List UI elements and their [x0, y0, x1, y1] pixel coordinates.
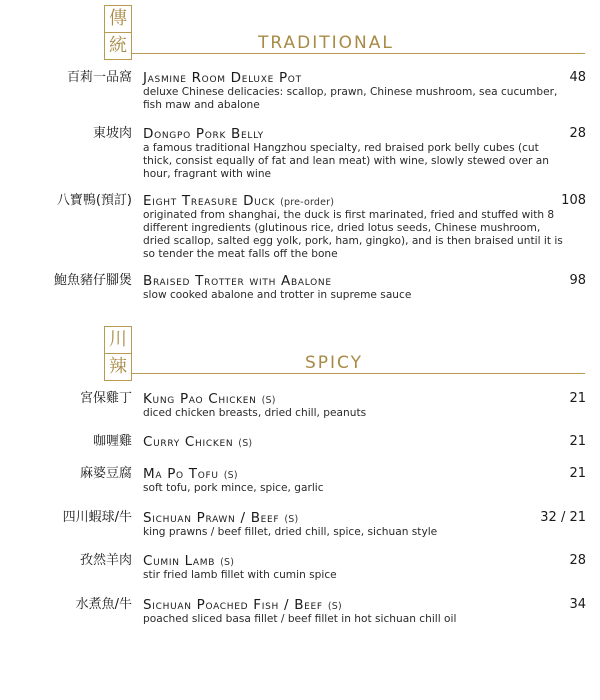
item-price: 34: [569, 597, 586, 612]
item-note: (S): [327, 601, 342, 612]
item-name: [143, 126, 264, 142]
item-chinese-name: 東坡肉: [92, 126, 132, 141]
item-chinese-name: 百莉一品窩: [66, 70, 132, 85]
item-name-text: Kung Pao Chicken: [143, 391, 257, 407]
section-title: SPICY: [305, 353, 364, 373]
item-price: 28: [569, 553, 586, 568]
item-note: (S): [238, 438, 253, 449]
item-description: slow cooked abalone and trotter in supreme sauce: [143, 289, 412, 301]
item-price: 21: [569, 434, 586, 449]
divider-line: [131, 373, 585, 374]
item-name: [143, 273, 332, 289]
item-name-text: Sichuan Prawn / Beef: [143, 510, 280, 526]
chinese-label-char: 傳: [109, 8, 127, 29]
item-chinese-name: 宮保雞丁: [79, 391, 132, 406]
item-name: [143, 434, 252, 452]
item-description: a famous traditional Hangzhou specialty, red braised pork belly cubes (cut thick, consist equally of fat and lean meat) with wine, slowly stewed over an hour, fragrant with wine: [143, 142, 549, 180]
item-name-text: Jasmine Room Deluxe Pot: [143, 70, 302, 86]
item-description: soft tofu, pork mince, spice, garlic: [143, 482, 324, 494]
item-name-text: Curry Chicken: [143, 434, 234, 450]
item-price: 48: [569, 70, 586, 85]
item-name-text: Dongpo Pork Belly: [143, 126, 264, 142]
chinese-label-char: 川: [109, 329, 127, 350]
divider-line: [131, 53, 585, 54]
item-name-text: Sichuan Poached Fish / Beef: [143, 597, 323, 613]
item-chinese-name: 咖喱雞: [92, 434, 132, 449]
section-title: TRADITIONAL: [258, 33, 394, 53]
item-chinese-name: 八寶鴨(預訂): [56, 193, 132, 208]
item-name-text: Ma Po Tofu: [143, 466, 219, 482]
item-description: originated from shanghai, the duck is first marinated, fried and stuffed with 8 different ingredients (glutinous rice, dried lotus seeds, Chinese mushroom, dried scallop, salted egg yolk, pork, ham, gingko), and is then braised until it is so tender the meat falls off the bone: [143, 209, 563, 260]
item-name: [143, 70, 302, 86]
item-name-text: Cumin Lamb: [143, 553, 216, 569]
item-name-text: Braised Trotter with Abalone: [143, 273, 332, 289]
item-chinese-name: 四川蝦球/牛: [62, 510, 132, 525]
item-price: 21: [569, 466, 586, 481]
item-description: diced chicken breasts, dried chill, peanuts: [143, 407, 367, 419]
item-description: king prawns / beef fillet, dried chill, spice, sichuan style: [143, 526, 438, 538]
chinese-label-char: 辣: [105, 353, 131, 380]
item-price: 108: [561, 193, 586, 208]
chinese-label-box: [104, 326, 132, 381]
item-chinese-name: 水煮魚/牛: [75, 597, 132, 612]
item-description: stir fried lamb fillet with cumin spice: [143, 569, 337, 581]
item-chinese-name: 鮑魚豬仔腳煲: [53, 273, 132, 288]
item-note: (S): [223, 470, 238, 481]
item-price: 32 / 21: [540, 510, 586, 525]
item-note: (S): [261, 395, 276, 406]
item-price: 98: [569, 273, 586, 288]
chinese-label-char: 統: [105, 32, 131, 59]
item-description: poached sliced basa fillet / beef fillet in hot sichuan chill oil: [143, 613, 457, 625]
item-chinese-name: 麻婆豆腐: [79, 466, 132, 481]
item-note: (pre-order): [280, 197, 335, 208]
item-description: deluxe Chinese delicacies: scallop, prawn, Chinese mushroom, sea cucumber, fish maw and abalone: [143, 86, 558, 111]
item-price: 21: [569, 391, 586, 406]
chinese-label-box: [104, 5, 132, 60]
item-price: 28: [569, 126, 586, 141]
item-chinese-name: 孜然羊肉: [79, 553, 132, 568]
item-note: (S): [284, 514, 299, 525]
item-name-text: Eight Treasure Duck: [143, 193, 276, 209]
item-note: (S): [220, 557, 235, 568]
